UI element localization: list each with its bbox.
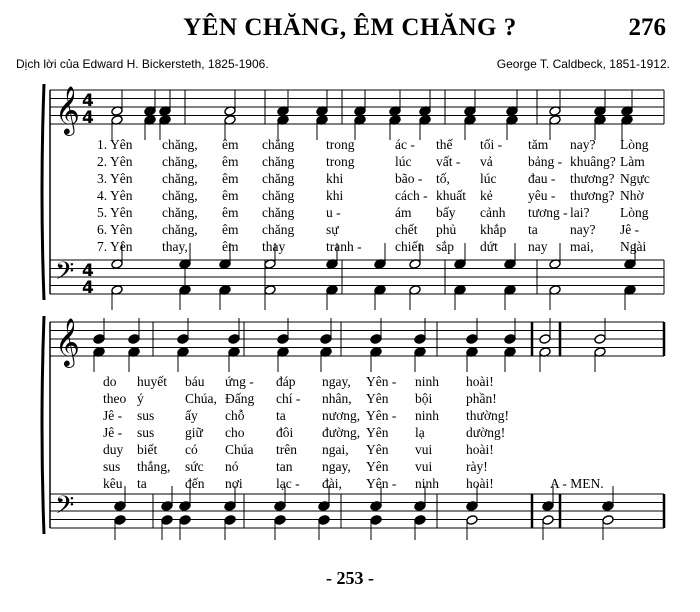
note-head [277, 334, 289, 345]
verse-line [0, 441, 700, 458]
bass-clef-icon: 𝄢 [55, 257, 75, 292]
lyric-syllable: Yên [366, 425, 389, 440]
lyric-syllable: Lòng [620, 205, 649, 220]
lyric-syllable: ngay, [322, 459, 351, 474]
lyric-syllable: ứng - [225, 374, 254, 389]
note-head [128, 334, 140, 345]
verse-line [0, 407, 700, 424]
lyric-syllable: êm [222, 154, 239, 169]
lyric-syllable: lúc [480, 171, 497, 186]
time-signature-bottom: 4 [82, 278, 94, 298]
note-head [539, 334, 551, 345]
lyric-syllable: chăng, [162, 171, 198, 186]
lyric-syllable: lạ [415, 425, 425, 440]
lyric-syllable: ý [137, 391, 144, 406]
lyric-syllable: Đấng [225, 391, 255, 406]
page-number: - 253 - [326, 568, 374, 588]
lyric-syllable: báu [185, 374, 205, 389]
lyric-syllable: Chúa [225, 442, 254, 457]
note-head [370, 515, 382, 526]
lyric-syllable: 5. Yên [97, 205, 133, 220]
lyric-syllable: Yên - [366, 476, 397, 491]
treble-clef-icon: 𝄞 [55, 317, 80, 366]
lyric-syllable: A - MEN. [550, 476, 604, 491]
lyric-syllable: êm [222, 205, 239, 220]
lyric-syllable: 2. Yên [97, 154, 133, 169]
verse-line [0, 187, 700, 204]
lyric-syllable: hoài! [466, 374, 494, 389]
lyric-syllable: phần! [466, 391, 497, 406]
lyric-syllable: Yên [366, 442, 389, 457]
note-head [320, 334, 332, 345]
lyric-syllable: bội [415, 391, 433, 406]
lyric-syllable: chăng [262, 188, 295, 203]
lyric-syllable: 4. Yên [97, 188, 133, 203]
verse-line [0, 458, 700, 475]
lyric-syllable: Ngài [620, 239, 647, 254]
lyric-syllable: đáp [276, 374, 296, 389]
lyric-syllable: ngai, [322, 442, 349, 457]
lyric-syllable: thắng, [137, 459, 171, 474]
lyric-syllable: sus [137, 408, 155, 423]
lyric-syllable: nương, [322, 408, 361, 423]
lyric-syllable: do [103, 374, 117, 389]
lyric-syllable: trên [276, 442, 297, 457]
note-head [466, 334, 478, 345]
lyric-syllable: 3. Yên [97, 171, 133, 186]
lyric-syllable: nay? [570, 222, 596, 237]
lyric-syllable: ngay, [322, 374, 351, 389]
note-head [161, 515, 173, 526]
lyric-syllable: có [185, 442, 198, 457]
note-head [414, 334, 426, 345]
lyric-syllable: chỗ [225, 408, 245, 423]
hymn-title: YÊN CHĂNG, ÊM CHĂNG ? [183, 14, 517, 41]
lyric-syllable: chăng, [162, 154, 198, 169]
note-head [594, 334, 606, 345]
lyric-syllable: Jê - [103, 425, 123, 440]
note-head [370, 334, 382, 345]
lyric-syllable: kêu [103, 476, 123, 491]
lyric-syllable: Nhờ [620, 188, 644, 203]
lyric-syllable: giữ [185, 425, 203, 440]
verse-line [0, 424, 700, 441]
lyric-syllable: khi [326, 171, 344, 186]
lyric-syllable: Yên - [366, 374, 397, 389]
lyric-syllable: ác - [395, 137, 415, 152]
lyric-syllable: thay [262, 239, 286, 254]
lyric-syllable: vất - [436, 154, 461, 169]
lyric-syllable: chăng [262, 222, 295, 237]
lyric-syllable: êm [222, 222, 239, 237]
note-head [466, 515, 478, 526]
lyric-syllable: bấy [436, 205, 456, 220]
lyric-syllable: 6. Yên [97, 222, 133, 237]
verse-line [0, 204, 700, 221]
lyric-syllable: Yên [366, 459, 389, 474]
lyric-syllable: u - [326, 205, 341, 220]
lyric-syllable: thương? [570, 188, 615, 203]
lyric-syllable: đường, [322, 425, 361, 440]
lyric-syllable: lạc - [276, 476, 300, 491]
lyrics-credit: Dịch lời của Edward H. Bickersteth, 1825-1906. [16, 57, 269, 71]
music-credit: George T. Caldbeck, 1851-1912. [496, 57, 670, 71]
verse-line [0, 390, 700, 407]
lyric-syllable: ám [395, 205, 412, 220]
lyric-syllable: cảnh [480, 205, 506, 220]
lyric-syllable: sus [137, 425, 155, 440]
lyric-syllable: Yên - [366, 408, 397, 423]
verse-line [0, 475, 700, 492]
lyric-syllable: trong [326, 154, 355, 169]
note-head [602, 515, 614, 526]
lyric-syllable: êm [222, 137, 239, 152]
verse-line [0, 136, 700, 153]
lyric-syllable: duy [103, 442, 124, 457]
lyric-syllable: Ngực [620, 171, 650, 186]
note-head [414, 515, 426, 526]
lyric-syllable: chăng [262, 154, 295, 169]
verse-line [0, 373, 700, 390]
lyric-syllable: Jê - [103, 408, 123, 423]
note-head [274, 515, 286, 526]
lyric-syllable: tố, [436, 171, 450, 186]
lyric-syllable: nó [225, 459, 239, 474]
time-signature-top: 4 [82, 261, 94, 281]
note-head [228, 334, 240, 345]
lyric-syllable: thế [436, 137, 453, 152]
lyric-syllable: hoài! [466, 442, 494, 457]
lyric-syllable: khuâng? [570, 154, 616, 169]
lyric-syllable: ta [528, 222, 538, 237]
treble-clef-icon: 𝄞 [55, 85, 80, 134]
lyric-syllable: rày! [466, 459, 488, 474]
lyric-syllable: chăng, [162, 205, 198, 220]
lyric-syllable: bảng - [528, 154, 563, 169]
hymn-number: 276 [628, 14, 666, 41]
lyric-syllable: biết [137, 442, 158, 457]
lyric-syllable: tương - [528, 205, 568, 220]
lyric-syllable: đau - [528, 171, 556, 186]
lyric-syllable: ninh [415, 408, 440, 423]
lyric-syllable: sự [326, 222, 339, 237]
lyric-syllable: trong [326, 137, 355, 152]
note-head [177, 334, 189, 345]
note-head [179, 515, 191, 526]
lyric-syllable: vui [415, 459, 433, 474]
lyric-syllable: chăng, [162, 137, 198, 152]
verse-line [0, 153, 700, 170]
lyric-syllable: lúc [395, 154, 412, 169]
lyric-syllable: Yên [366, 391, 389, 406]
lyric-syllable: thường! [466, 408, 509, 423]
note-head [318, 515, 330, 526]
lyric-syllable: chăng, [162, 188, 198, 203]
lyric-syllable: ấy [185, 408, 198, 423]
lyric-syllable: cho [225, 425, 245, 440]
verse-line [0, 238, 700, 255]
lyric-syllable: êm [222, 239, 239, 254]
lyric-syllable: hoài! [466, 476, 494, 491]
lyric-syllable: khi [326, 188, 344, 203]
lyric-syllable: nay [528, 239, 548, 254]
verse-line [0, 221, 700, 238]
lyric-syllable: sắp [436, 239, 454, 254]
lyric-syllable: theo [103, 391, 127, 406]
lyric-syllable: êm [222, 171, 239, 186]
note-head [114, 515, 126, 526]
bass-clef-icon: 𝄢 [55, 491, 75, 526]
lyric-syllable: 7. Yên [97, 239, 133, 254]
lyric-syllable: tăm [528, 137, 549, 152]
lyric-syllable: thay, [162, 239, 188, 254]
lyric-syllable: chí - [276, 391, 301, 406]
note-head [504, 334, 516, 345]
lyric-syllable: vui [415, 442, 433, 457]
lyric-syllable: mai, [570, 239, 594, 254]
lyric-syllable: ninh [415, 476, 440, 491]
lyric-syllable: cách - [395, 188, 428, 203]
lyric-syllable: huyết [137, 374, 167, 389]
lyric-syllable: ta [276, 408, 286, 423]
lyric-syllable: chết [395, 222, 418, 237]
lyric-syllable: bão - [395, 171, 423, 186]
note-head [93, 334, 105, 345]
lyric-syllable: 1. Yên [97, 137, 133, 152]
lyric-syllable: sus [103, 459, 121, 474]
lyric-syllable: êm [222, 188, 239, 203]
lyric-syllable: ninh [415, 374, 440, 389]
lyric-syllable: kẻ [480, 188, 493, 203]
note-head [224, 515, 236, 526]
lyric-syllable: nay? [570, 137, 596, 152]
note-head [542, 515, 554, 526]
lyric-syllable: lai? [570, 205, 590, 220]
lyric-syllable: khắp [480, 222, 507, 237]
lyric-syllable: vả [480, 154, 493, 169]
lyric-syllable: thương? [570, 171, 615, 186]
lyric-syllable: tan [276, 459, 293, 474]
lyric-syllable: chiến [395, 239, 425, 254]
lyric-syllable: đài, [322, 476, 342, 491]
lyric-syllable: yêu - [528, 188, 556, 203]
lyric-syllable: chăng [262, 205, 295, 220]
time-signature-top: 4 [82, 91, 94, 111]
lyric-syllable: Lòng [620, 137, 649, 152]
lyric-syllable: ta [137, 476, 147, 491]
verse-line [0, 170, 700, 187]
lyric-syllable: khuất [436, 188, 466, 203]
lyric-syllable: tranh - [326, 239, 362, 254]
lyric-syllable: nơi [225, 476, 243, 491]
lyric-syllable: Jê - [620, 222, 640, 237]
lyric-syllable: phủ [436, 222, 457, 237]
time-signature-bottom: 4 [82, 108, 94, 128]
lyric-syllable: Làm [620, 154, 645, 169]
lyric-syllable: đến [185, 476, 205, 491]
lyric-syllable: tối - [480, 137, 503, 152]
lyric-syllable: chăng [262, 137, 295, 152]
lyric-syllable: nhân, [322, 391, 352, 406]
lyric-syllable: dường! [466, 425, 506, 440]
lyric-syllable: sức [185, 459, 204, 474]
lyric-syllable: chăng, [162, 222, 198, 237]
lyric-syllable: chăng [262, 171, 295, 186]
lyric-syllable: Chúa, [185, 391, 217, 406]
lyric-syllable: đôi [276, 425, 294, 440]
lyric-syllable: dứt [480, 239, 498, 254]
